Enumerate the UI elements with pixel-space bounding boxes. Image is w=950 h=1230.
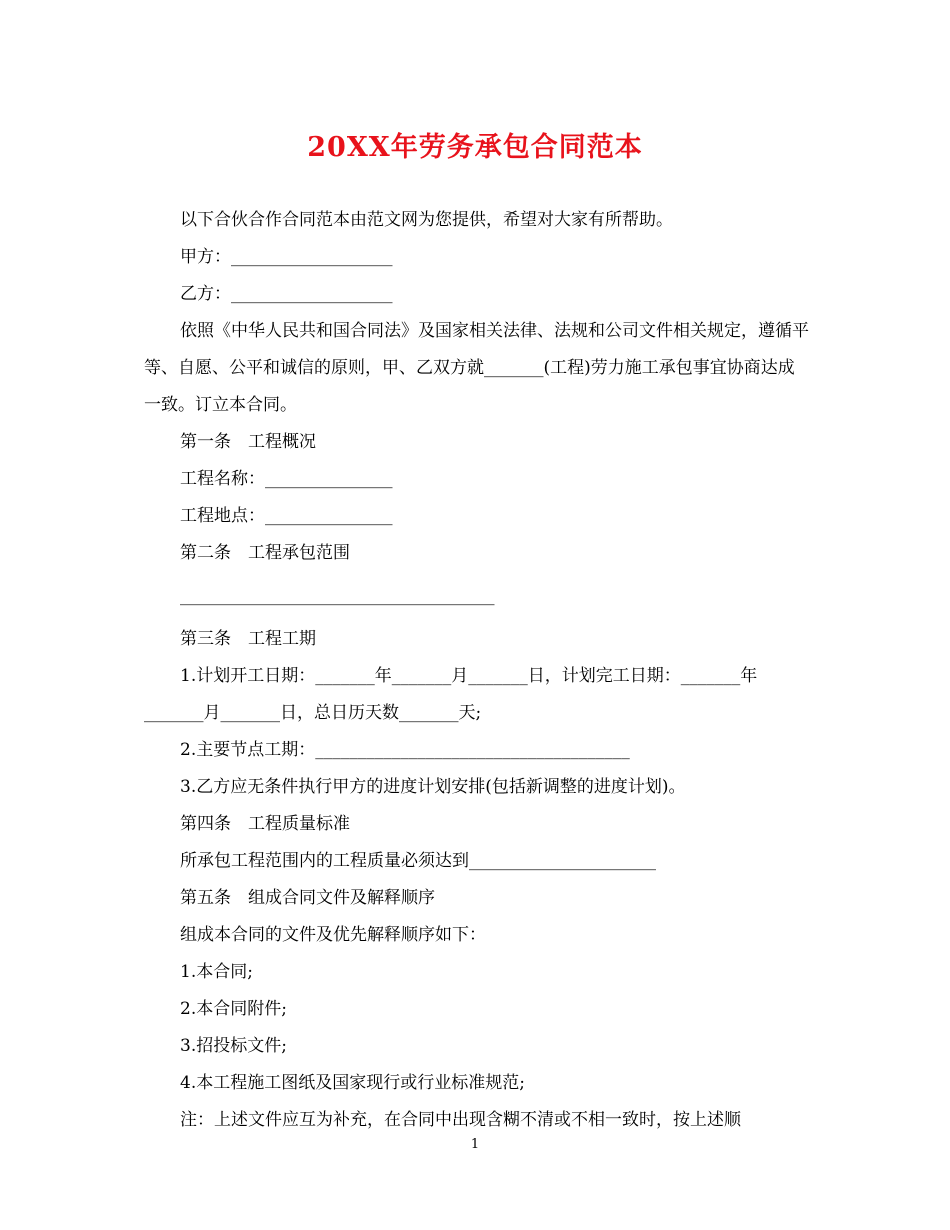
party-a-line: 甲方：___________________ xyxy=(180,247,393,267)
documents-item-1: 1.本合同; xyxy=(180,962,253,982)
documents-item-4: 4.本工程施工图纸及国家现行或行业标准规范; xyxy=(180,1073,525,1093)
article-2-heading: 第二条 工程承包范围 xyxy=(180,543,350,563)
page-number: 1 xyxy=(470,1137,480,1152)
document-body xyxy=(144,202,809,1139)
preamble-paragraph: 依照《中华人民共和国合同法》及国家相关法律、法规和公司文件相关规定，遵循平等、自愿、公平和诚信的原则，甲、乙双方就_______(工程)劳力施工承包事宜协商达成一致。订立本合同。 xyxy=(144,321,809,415)
planned-dates-paragraph: 1.计划开工日期：_______年_______月_______日，计划完工日期：_______年_______月_______日，总日历天数_______天; xyxy=(144,666,758,723)
milestone-line: 2.主要节点工期：_____________________________________ xyxy=(180,740,630,760)
intro-paragraph: 以下合伙合作合同范本由范文网为您提供，希望对大家有所帮助。 xyxy=(180,210,673,230)
article-4-heading: 第四条 工程质量标准 xyxy=(180,814,350,834)
article-5-heading: 第五条 组成合同文件及解释顺序 xyxy=(180,888,435,908)
documents-item-2: 2.本合同附件; xyxy=(180,999,287,1019)
party-b-line: 乙方：___________________ xyxy=(180,284,393,304)
project-name-line: 工程名称：_______________ xyxy=(180,469,393,489)
document-title: 20XX年劳务承包合同范本 xyxy=(307,132,643,163)
scope-blank-line: _____________________________________ xyxy=(180,586,495,606)
quality-standard-line: 所承包工程范围内的工程质量必须达到______________________ xyxy=(180,851,656,871)
article-1-heading: 第一条 工程概况 xyxy=(180,432,316,452)
project-location-line: 工程地点：_______________ xyxy=(180,506,393,526)
schedule-compliance-line: 3.乙方应无条件执行甲方的进度计划安排(包括新调整的进度计划)。 xyxy=(180,777,686,797)
documents-order-intro: 组成本合同的文件及优先解释顺序如下： xyxy=(180,925,486,945)
documents-item-3: 3.招投标文件; xyxy=(180,1036,287,1056)
documents-note-line: 注：上述文件应互为补充，在合同中出现含糊不清或不相一致时，按上述顺 xyxy=(180,1110,741,1130)
article-3-heading: 第三条 工程工期 xyxy=(180,629,316,649)
